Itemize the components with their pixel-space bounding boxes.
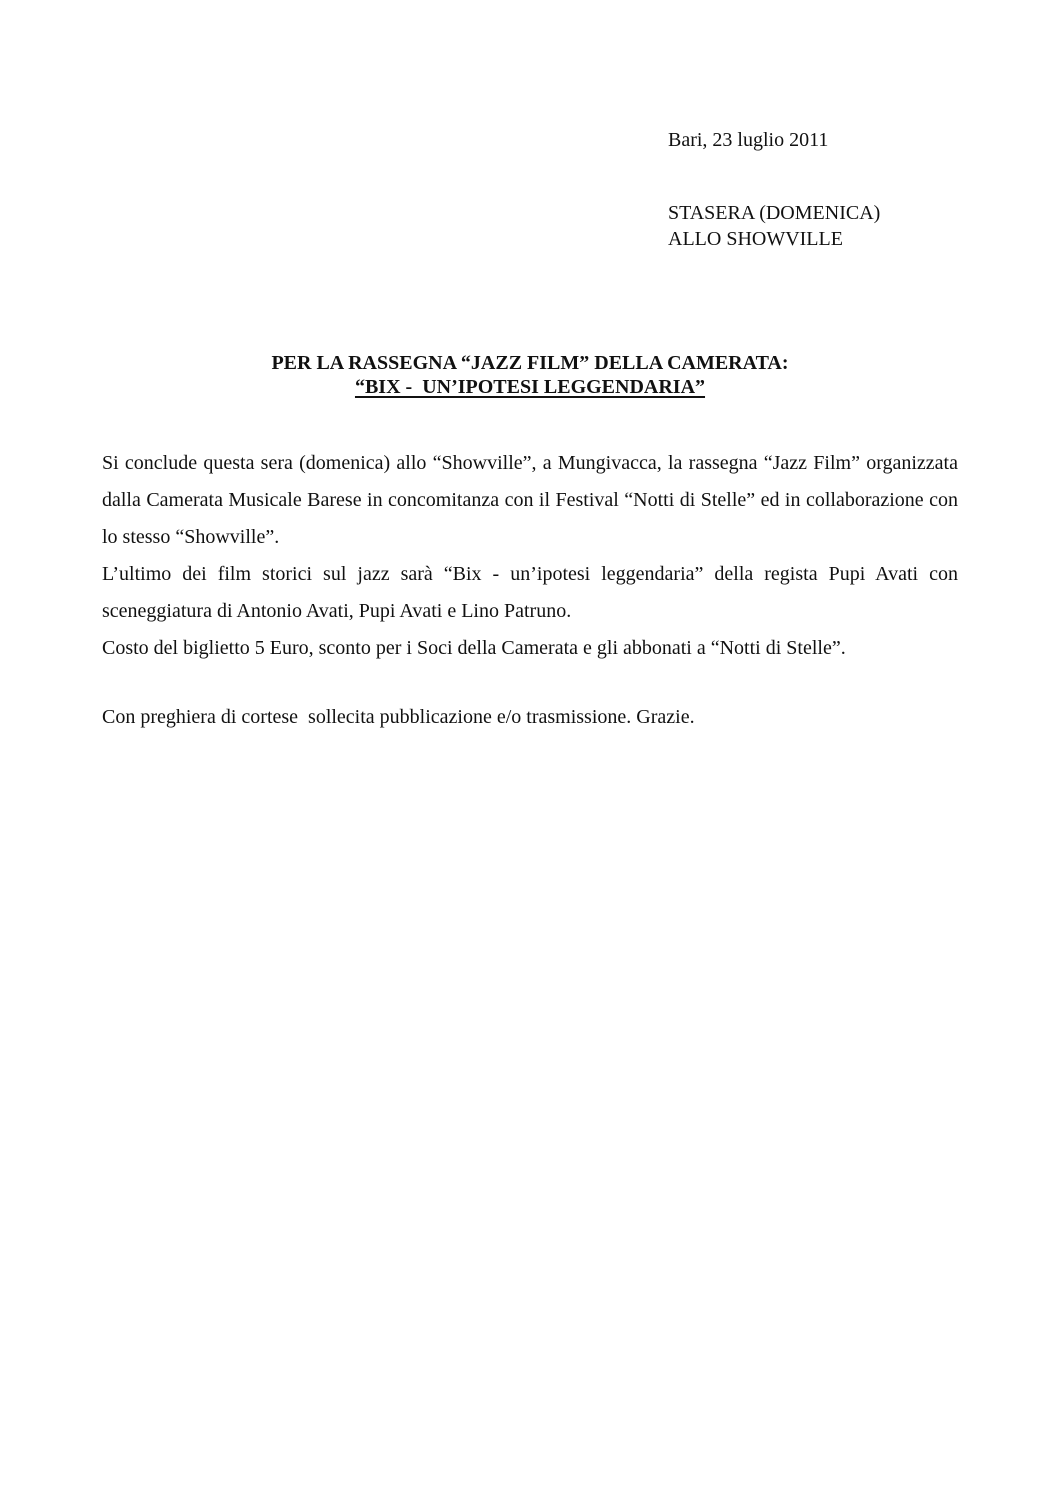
subheading-line-1: STASERA (DOMENICA) [668, 202, 881, 224]
date-line: Bari, 23 luglio 2011 [668, 129, 829, 151]
headline-film-title: “BIX - UN’IPOTESI LEGGENDARIA” [354, 376, 706, 398]
subheading-line-2: ALLO SHOWVILLE [668, 228, 843, 250]
headline-line-1: PER LA RASSEGNA “JAZZ FILM” DELLA CAMERATA: [271, 352, 789, 374]
body-paragraph-1: Si conclude questa sera (domenica) allo “Showville”, a Mungivacca, la rassegna “Jazz Film” organizzata dalla Camerata Musicale Barese in concomitanza con il Festival “Notti di Stelle” ed in collaborazione con lo stesso “Showville”. [102, 452, 958, 548]
body-paragraph-2: L’ultimo dei film storici sul jazz sarà “Bix - un’ipotesi leggendaria” della regista Pupi Avati con sceneggiatura di Antonio Avati, Pupi Avati e Lino Patruno. [102, 563, 958, 622]
headline [102, 351, 958, 399]
body-paragraph-3: Costo del biglietto 5 Euro, sconto per i Soci della Camerata e gli abbonati a “Notti di Stelle”. [102, 637, 846, 659]
headline-line-2 [102, 375, 958, 399]
body-text [102, 445, 958, 667]
event-subheading [668, 200, 880, 252]
closing-line: Con preghiera di cortese sollecita pubblicazione e/o trasmissione. Grazie. [102, 706, 695, 728]
